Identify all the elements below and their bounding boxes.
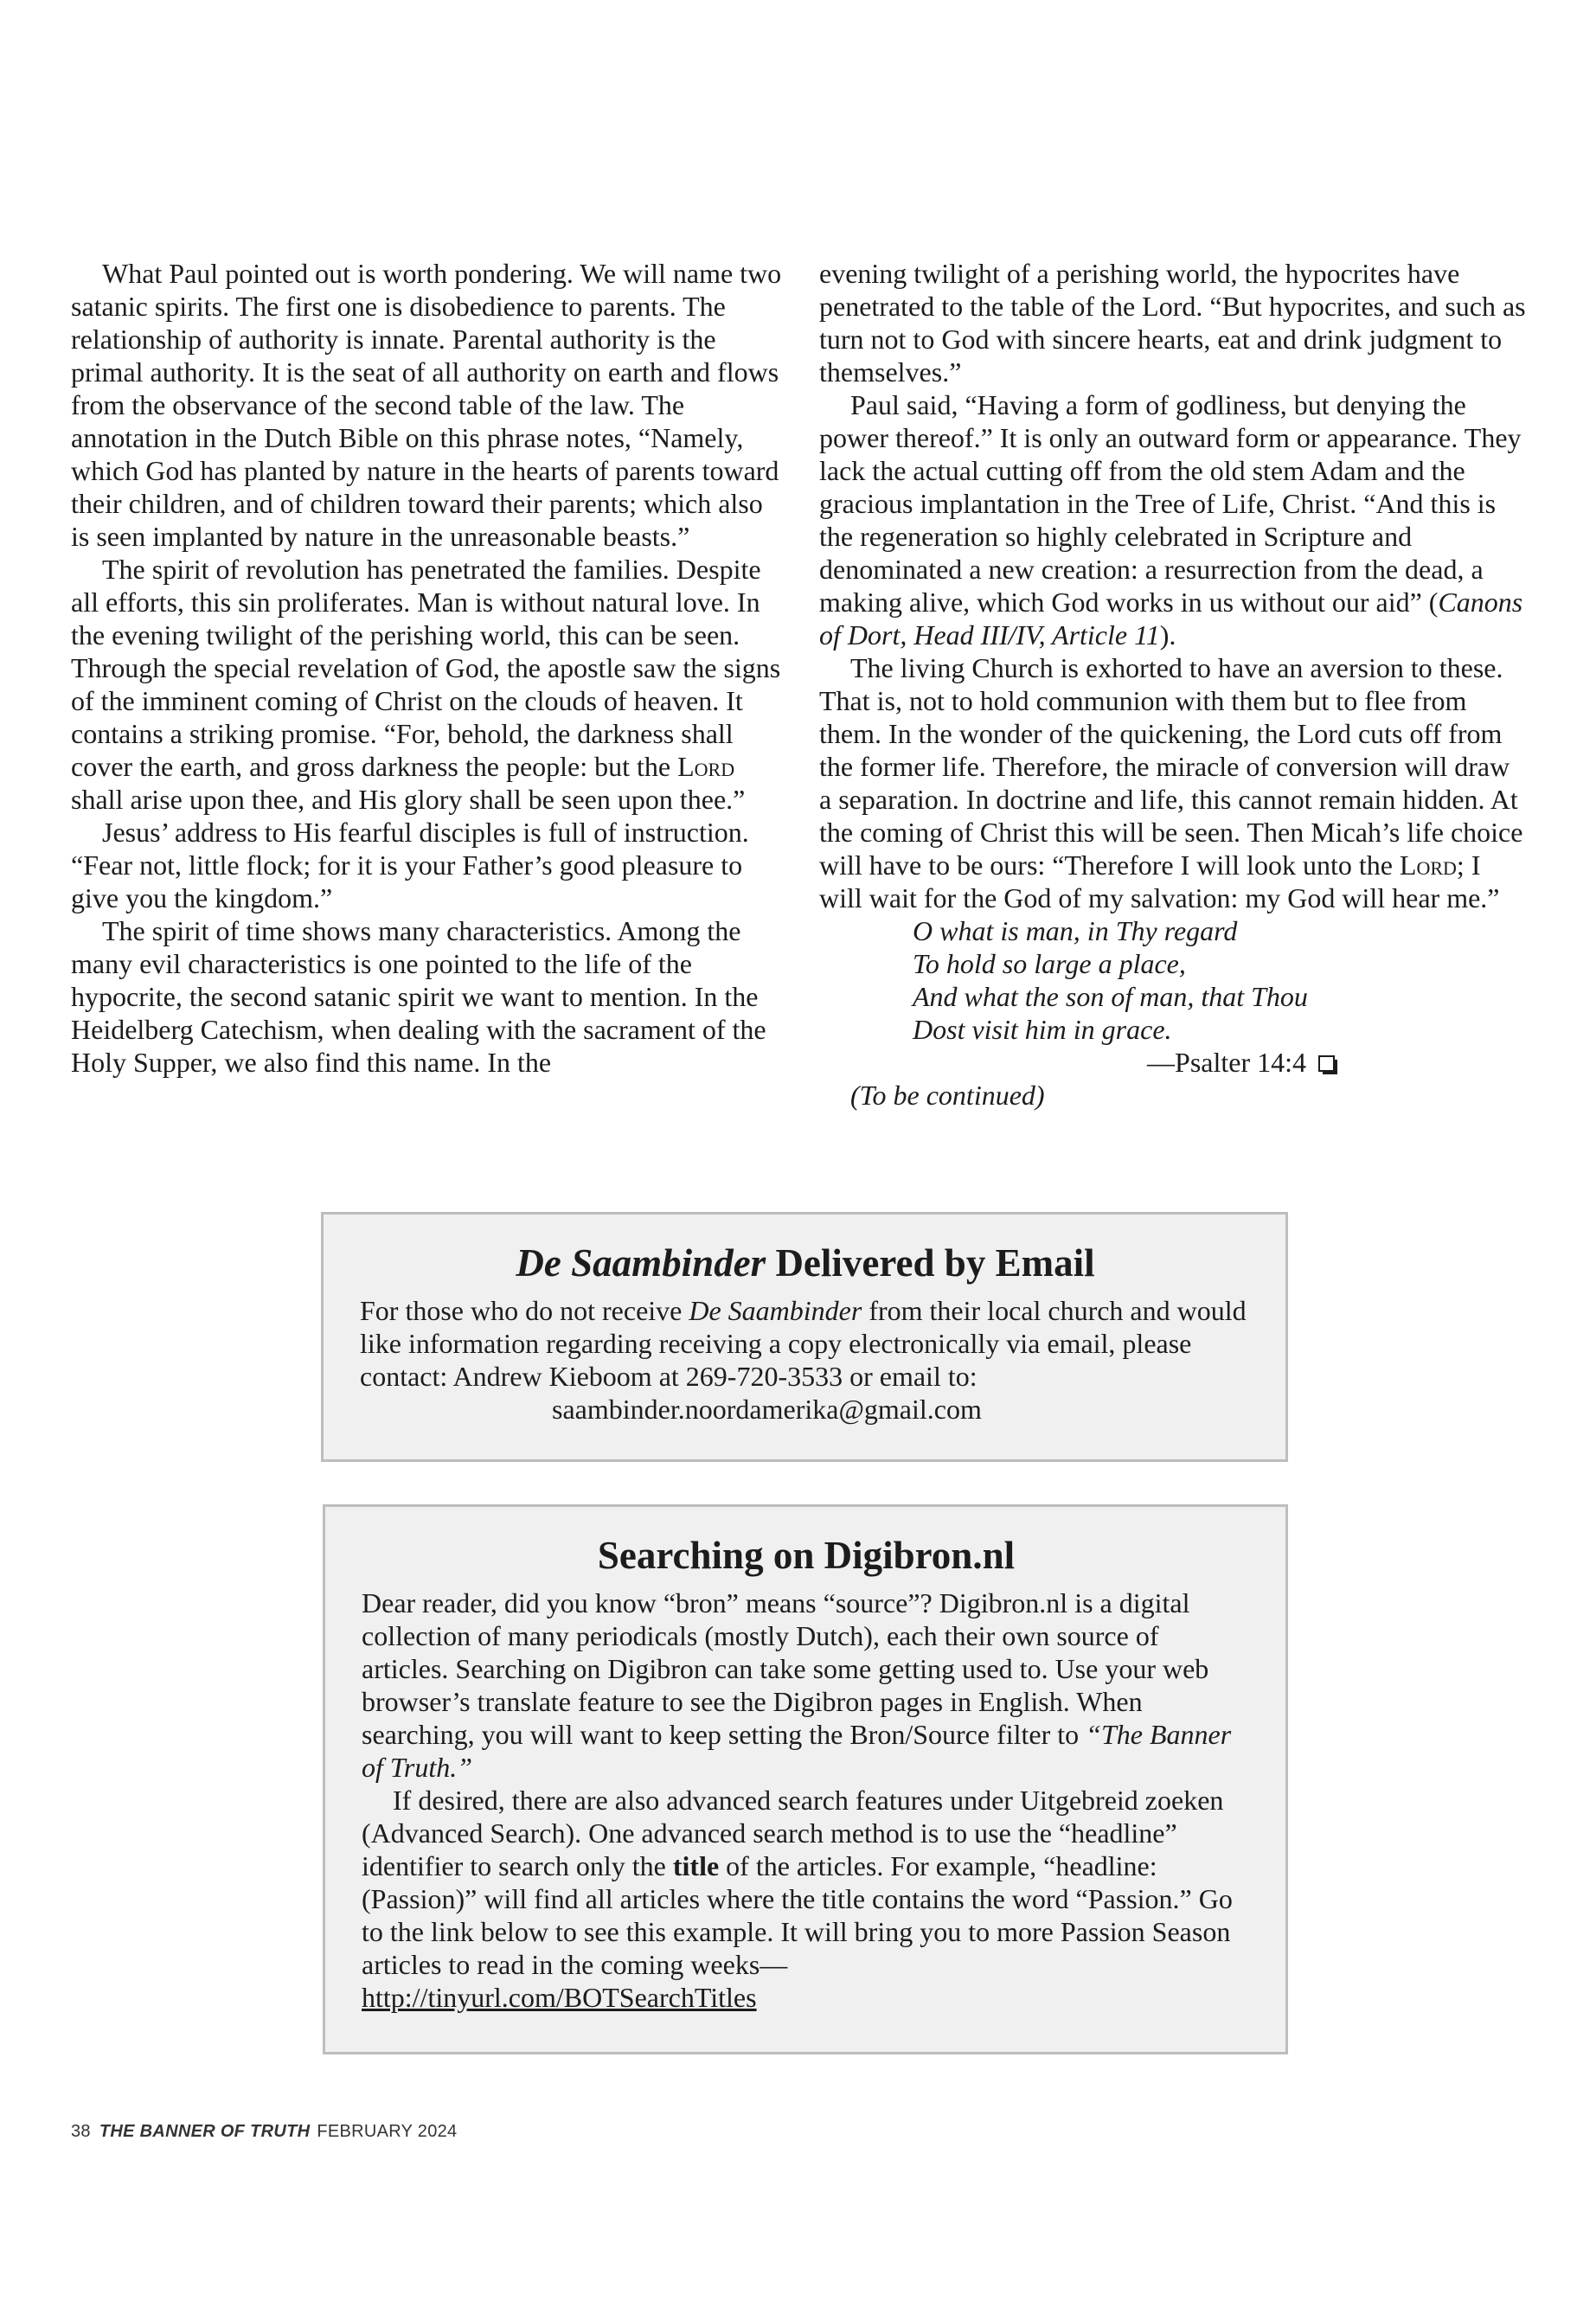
notice-body: For those who do not receive De Saambinder from their local church and would like information regarding receiving a copy electronically via email, please contact: Andrew Kieboom at 269-720-3533 or email to: <box>360 1295 1247 1392</box>
search-titles-link[interactable]: http://tinyurl.com/BOTSearchTitles <box>362 1982 757 2013</box>
verse-line: O what is man, in Thy regard <box>913 915 1238 946</box>
page-footer <box>71 2122 457 2142</box>
article-paragraph: Paul said, “Having a form of godliness, but denying the power thereof.” It is only an outward form or appearance. They lack the actual cutting off from the old stem Adam and the gracious implantation in the Tree of Life, Christ. “And this is the regeneration so highly celebrated in Scripture and denominated a new creation: a resurrection from the dead, a making alive, which God works in us without our aid” (Canons of Dort, Head III/IV, Article 11). <box>819 389 1523 651</box>
page-number: 38 <box>71 2122 91 2141</box>
issue-date: FEBRUARY 2024 <box>317 2122 458 2141</box>
notice-body: If desired, there are also advanced search features under Uitgebreid zoeken (Advanced Search). One advanced search method is to use the “headline” identifier to search only the title of the articles. For example, “headline: (Passion)” will find all articles where the title contains the word “Passion.” Go to the link below to see this example. It will bring you to more Passion Season articles to read in the coming weeks— <box>362 1785 1233 1980</box>
article-paragraph: What Paul pointed out is worth pondering. We will name two satanic spirits. The first one is disobedience to parents. The relationship of authority is innate. Parental authority is the primal authority. It is the seat of all authority on earth and flows from the observance of the second table of the law. The annotation in the Dutch Bible on this phrase notes, “Namely, which God has planted by nature in the hearts of parents toward their children, and of children toward their parents; which also is seen implanted by nature in the unreasonable beasts.” <box>71 258 782 552</box>
to-be-continued: (To be continued) <box>850 1080 1045 1111</box>
end-of-article-box-icon <box>1318 1055 1335 1072</box>
psalter-verse <box>913 914 1529 1046</box>
verse-line: To hold so large a place, <box>913 948 1186 979</box>
notice-body: Dear reader, did you know “bron” means “source”? Digibron.nl is a digital collection of many periodicals (mostly Dutch), each their own source of articles. Searching on Digibron can take some getting used to. Use your web browser’s translate feature to see the Digibron pages in English. When searching, you will want to keep setting the Bron/Source filter to “The Banner of Truth.” <box>362 1587 1232 1783</box>
article-left-column <box>71 257 785 1079</box>
verse-line: Dost visit him in grace. <box>913 1014 1172 1045</box>
article-paragraph: Jesus’ address to His fearful disciples is full of instruction. “Fear not, little flock; for it is your Father’s good pleasure to give you the kingdom.” <box>71 817 749 913</box>
verse-line: And what the son of man, that Thou <box>913 981 1308 1012</box>
verse-attribution: —Psalter 14:4 <box>819 1046 1529 1079</box>
email-delivery-notice <box>321 1212 1288 1462</box>
contact-email[interactable]: saambinder.noordamerika@gmail.com <box>552 1394 982 1425</box>
magazine-title: THE BANNER OF TRUTH <box>99 2122 311 2141</box>
notice-title: Searching on Digibron.nl <box>597 1534 1016 1577</box>
citation: Canons of Dort, Head III/IV, Article 11 <box>819 586 1523 651</box>
article-paragraph: The spirit of revolution has penetrated the families. Despite all efforts, this sin proliferates. Man is without natural love. In the evening twilight of the perishing world, this can be seen. Through the special revelation of God, the apostle saw the signs of the imminent coming of Christ on the clouds of heaven. It contains a striking promise. “For, behold, the darkness shall cover the earth, and gross darkness the people: but the Lord shall arise upon thee, and His glory shall be seen upon thee.” <box>71 554 781 815</box>
digibron-notice <box>323 1504 1288 2054</box>
notice-link-line <box>362 1981 1251 2014</box>
article-paragraph: The living Church is exhorted to have an aversion to these. That is, not to hold communion with them but to flee from them. In the wonder of the quickening, the Lord cuts off from the former life. Therefore, the miracle of conversion will draw a separation. In doctrine and life, this cannot remain hidden. At the coming of Christ this will be seen. Then Micah’s life choice will have to be ours: “Therefore I will look unto the Lord; I will wait for the God of my salvation: my God will hear me.” <box>819 652 1523 913</box>
article-paragraph: The spirit of time shows many characteristics. Among the many evil characteristics is one pointed to the life of the hypocrite, the second satanic spirit we want to mention. In the Heidelberg Catechism, when dealing with the sacrament of the Holy Supper, we also find this name. In the <box>71 915 766 1078</box>
article-right-column <box>819 257 1529 1112</box>
article-paragraph: evening twilight of a perishing world, the hypocrites have penetrated to the table of the Lord. “But hypocrites, and such as turn not to God with sincere hearts, eat and drink judgment to themselves.” <box>819 258 1526 388</box>
notice-title: De Saambinder Delivered by Email <box>516 1241 1095 1285</box>
